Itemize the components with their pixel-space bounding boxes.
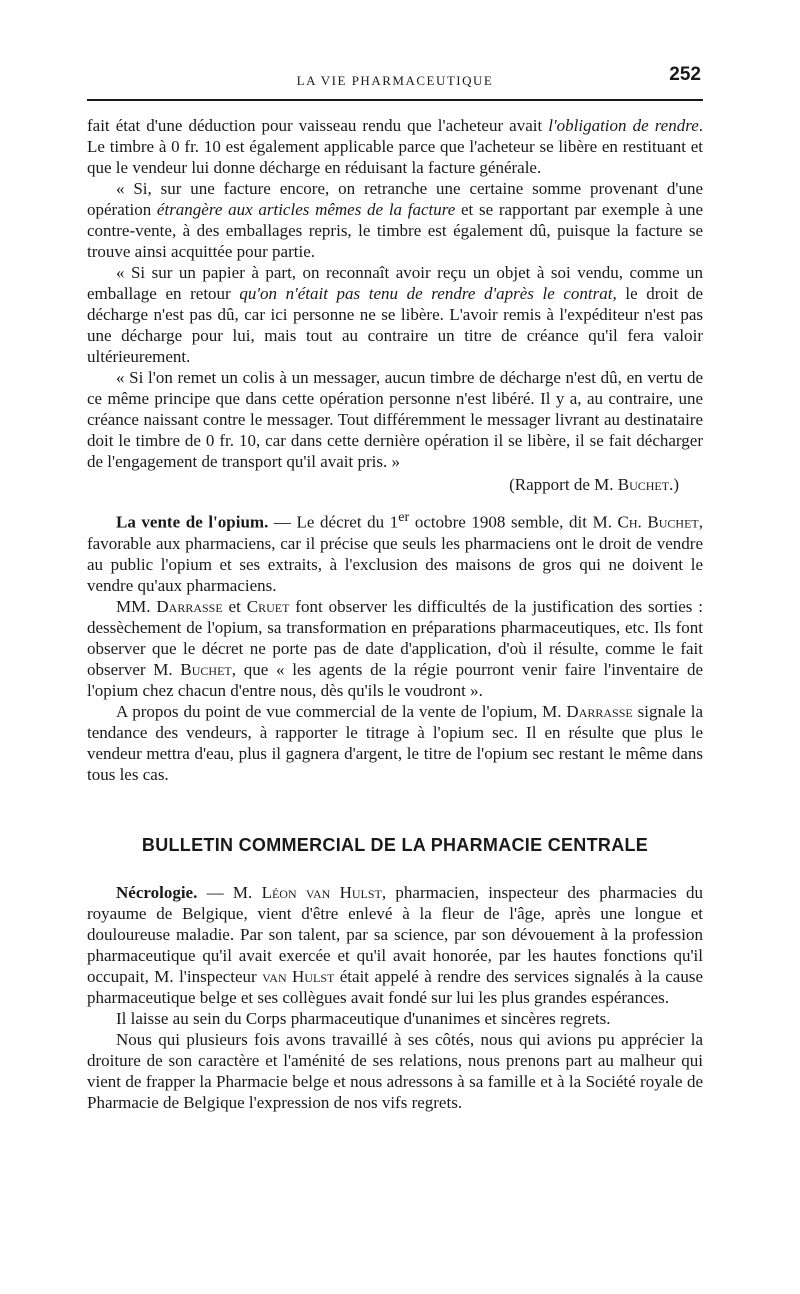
header-rule bbox=[87, 99, 703, 101]
page-number: 252 bbox=[669, 64, 701, 85]
running-title: LA VIE PHARMACEUTIQUE bbox=[296, 73, 494, 88]
paragraph-messenger: « Si l'on remet un colis à un messager, aucun timbre de décharge n'est dû, en vertu de ce même principe que dans cette opération personne n'est libéré. Il y a, au contraire, une créance naissant contre le messager. Tout différemment le messager livrant au destinataire doit le timbre de 0 fr. 10, car dans cette dernière opération il se libère, il se fait décharger de l'engagement de transport qu'il avait pris. » bbox=[87, 368, 703, 471]
paragraph-regrets: Il laisse au sein du Corps pharmaceutique d'unanimes et sincères regrets. bbox=[116, 1008, 611, 1028]
report-attribution: (Rapport de M. Buchet.) bbox=[509, 475, 679, 494]
necrology-heading: Nécrologie. bbox=[116, 882, 198, 902]
section-title: BULLETIN COMMERCIAL DE LA PHARMACIE CENTRALE bbox=[141, 834, 649, 855]
paragraph-opium-difficulties: MM. Darrasse et Cruet font observer les difficultés de la justification des sorties : dessèchement de l'opium, sa transformation en préparations pharmaceutiques, etc. Ils font observer que le décret ne porte pas de date d'application, d'où il résulte, comme le fait observer M. Buchet, que « les agents de la régie pourront venir faire l'inventaire de l'opium chez chacun d'entre nous, dès qu'ils le voudront ». bbox=[87, 596, 704, 700]
paragraph-opium-commercial: A propos du point de vue commercial de la vente de l'opium, M. Darrasse signale la tendance des vendeurs, à rapporter le titrage à l'opium sec. Il en résulte que plus le vendeur mettra d'eau, plus il gagnera d'argent, le titre de l'opium sec restant le même dans tous les cas. bbox=[87, 701, 703, 784]
paragraph-invoice-deduction: fait état d'une déduction pour vaisseau rendu que l'acheteur avait l'obligation de rendre. Le timbre à 0 fr. 10 est également applicable parce que l'acheteur se libère en restituant et que le vendeur lui donne décharge en réduisant la facture générale. bbox=[87, 116, 703, 177]
page bbox=[87, 60, 703, 1113]
paragraph-packaging-return: « Si sur un papier à part, on reconnaît avoir reçu un objet à soi vendu, comme un emballage en retour qu'on n'était pas tenu de rendre d'après le contrat, le droit de décharge n'est pas dû, car ici personne ne se libère. L'avoir remis à l'expéditeur n'est pas une décharge pour lui, mais tout au contraire un titre de créance qu'il fera valoir ultérieurement. bbox=[87, 263, 704, 366]
paragraph-opium-sale: La vente de l'opium. — Le décret du 1er octobre 1908 semble, dit M. Ch. Buchet, favorable aux pharmaciens, car il précise que seuls les pharmaciens ont le droit de vendre au public l'opium et ses extraits, à l'exclusion des maisons de gros qui ne doivent le vendre qu'aux pharmaciens. bbox=[87, 509, 703, 595]
paragraph-counter-sale: « Si, sur une facture encore, on retranche une certaine somme provenant d'une opération étrangère aux articles mêmes de la facture et se rapportant par exemple à une contre-vente, à des emballages repris, le timbre est également dû, puisque la facture se trouve ainsi acquittée pour partie. bbox=[87, 179, 703, 261]
running-header bbox=[87, 60, 703, 94]
paragraph-necrology: Nécrologie. — M. Léon van Hulst, pharmacien, inspecteur des pharmacies du royaume de Belgique, vient d'être enlevé à la fleur de l'âge, après une longue et douloureuse maladie. Par son talent, par sa science, par son dévouement à la profession pharmaceutique qu'il avait exercée et qu'il avait honorée, par les hautes fonctions qu'il occupait, M. l'inspecteur van Hulst était appelé à rendre des services signalés à la cause pharmaceutique belge et ses collègues avait fondé sur lui les plus grandes espérances. bbox=[87, 882, 704, 1007]
opium-heading: La vente de l'opium. bbox=[116, 512, 269, 532]
paragraph-condolences: Nous qui plusieurs fois avons travaillé à ses côtés, nous qui avions pu apprécier la droiture de son caractère et l'aménité de ses relations, nous prenons part au malheur qui vient de frapper la Pharmacie belge et nous adressons à sa famille et à la Société royale de Pharmacie de Belgique l'expression de nos vifs regrets. bbox=[87, 1029, 703, 1112]
